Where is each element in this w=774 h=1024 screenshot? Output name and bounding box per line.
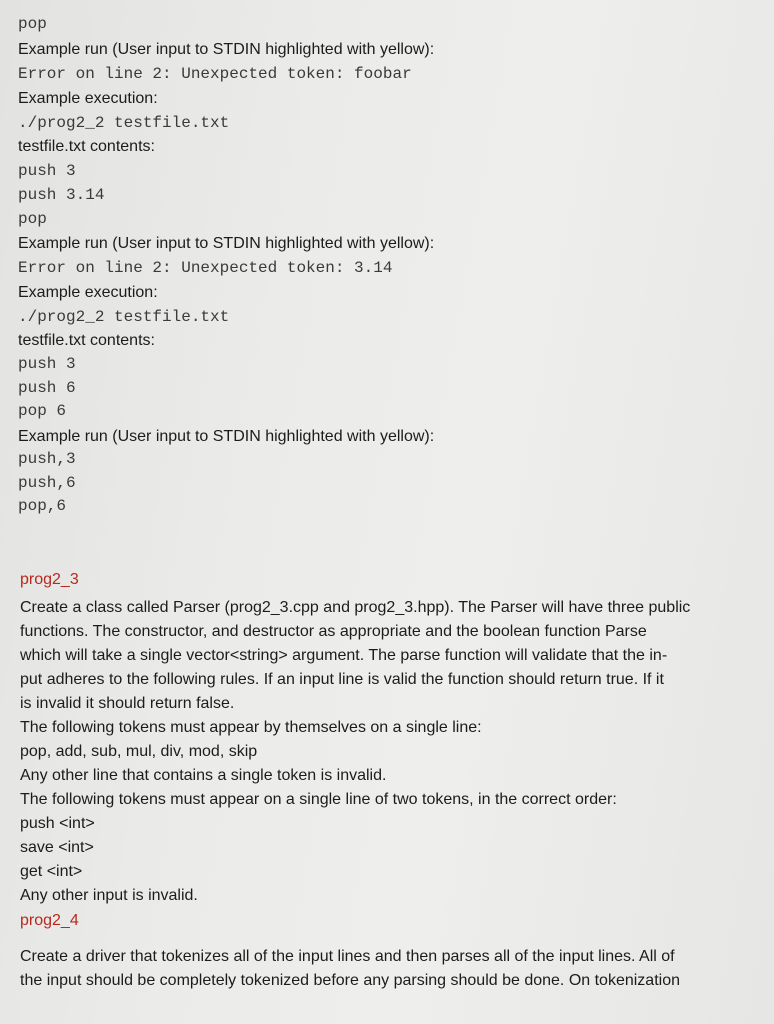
paragraph-line: Create a class called Parser (prog2_3.cpp and prog2_3.hpp). The Parser will have three public xyxy=(20,599,691,616)
output-pop-6: pop,6 xyxy=(18,497,67,515)
paragraph-line: which will take a single vector<string> argument. The parse function will validate that the in- xyxy=(20,647,668,664)
file-contents-label: testfile.txt contents: xyxy=(18,138,155,155)
paragraph-line: Create a driver that tokenizes all of the input lines and then parses all of the input lines. All of xyxy=(20,948,675,965)
rule-push-int: push <int> xyxy=(20,815,95,832)
error-output: Error on line 2: Unexpected token: 3.14 xyxy=(18,259,393,277)
example-run-label: Example run (User input to STDIN highlighted with yellow): xyxy=(18,235,435,252)
example-run-label: Example run (User input to STDIN highlighted with yellow): xyxy=(18,41,435,58)
paragraph-line: put adheres to the following rules. If an input line is valid the function should return true. If it xyxy=(20,671,664,688)
code-push-6: push 6 xyxy=(18,379,76,397)
code-push-3: push 3 xyxy=(18,162,76,180)
paragraph-line: the input should be completely tokenized before any parsing should be done. On tokenization xyxy=(20,972,680,989)
example-execution-label: Example execution: xyxy=(18,90,158,107)
other-input-invalid-note: Any other input is invalid. xyxy=(20,887,198,904)
command-line: ./prog2_2 testfile.txt xyxy=(18,114,230,132)
command-line: ./prog2_2 testfile.txt xyxy=(18,308,230,326)
code-push-3: push 3 xyxy=(18,355,76,373)
paragraph-line: functions. The constructor, and destructor as appropriate and the boolean function Parse xyxy=(20,623,647,640)
example-execution-label: Example execution: xyxy=(18,284,158,301)
output-push-3: push,3 xyxy=(18,450,76,468)
code-pop: pop xyxy=(18,15,47,33)
single-token-list: pop, add, sub, mul, div, mod, skip xyxy=(20,743,258,760)
prog2-4-description xyxy=(20,945,764,993)
paragraph-line: is invalid it should return false. xyxy=(20,695,235,712)
two-token-rule-intro: The following tokens must appear on a single line of two tokens, in the correct order: xyxy=(20,791,617,808)
single-token-rule-intro: The following tokens must appear by themselves on a single line: xyxy=(20,719,482,736)
output-push-6: push,6 xyxy=(18,474,76,492)
code-pop: pop xyxy=(18,210,47,228)
section-heading-prog2-4: prog2_4 xyxy=(20,912,79,929)
prog2-3-description xyxy=(20,596,764,908)
single-token-invalid-note: Any other line that contains a single token is invalid. xyxy=(20,767,387,784)
error-output: Error on line 2: Unexpected token: foobar xyxy=(18,65,412,83)
rule-get-int: get <int> xyxy=(20,863,83,880)
code-push-3-14: push 3.14 xyxy=(18,186,105,204)
code-pop-6: pop 6 xyxy=(18,402,67,420)
rule-save-int: save <int> xyxy=(20,839,94,856)
example-run-label: Example run (User input to STDIN highlighted with yellow): xyxy=(18,428,435,445)
file-contents-label: testfile.txt contents: xyxy=(18,332,155,349)
section-heading-prog2-3: prog2_3 xyxy=(20,571,79,588)
